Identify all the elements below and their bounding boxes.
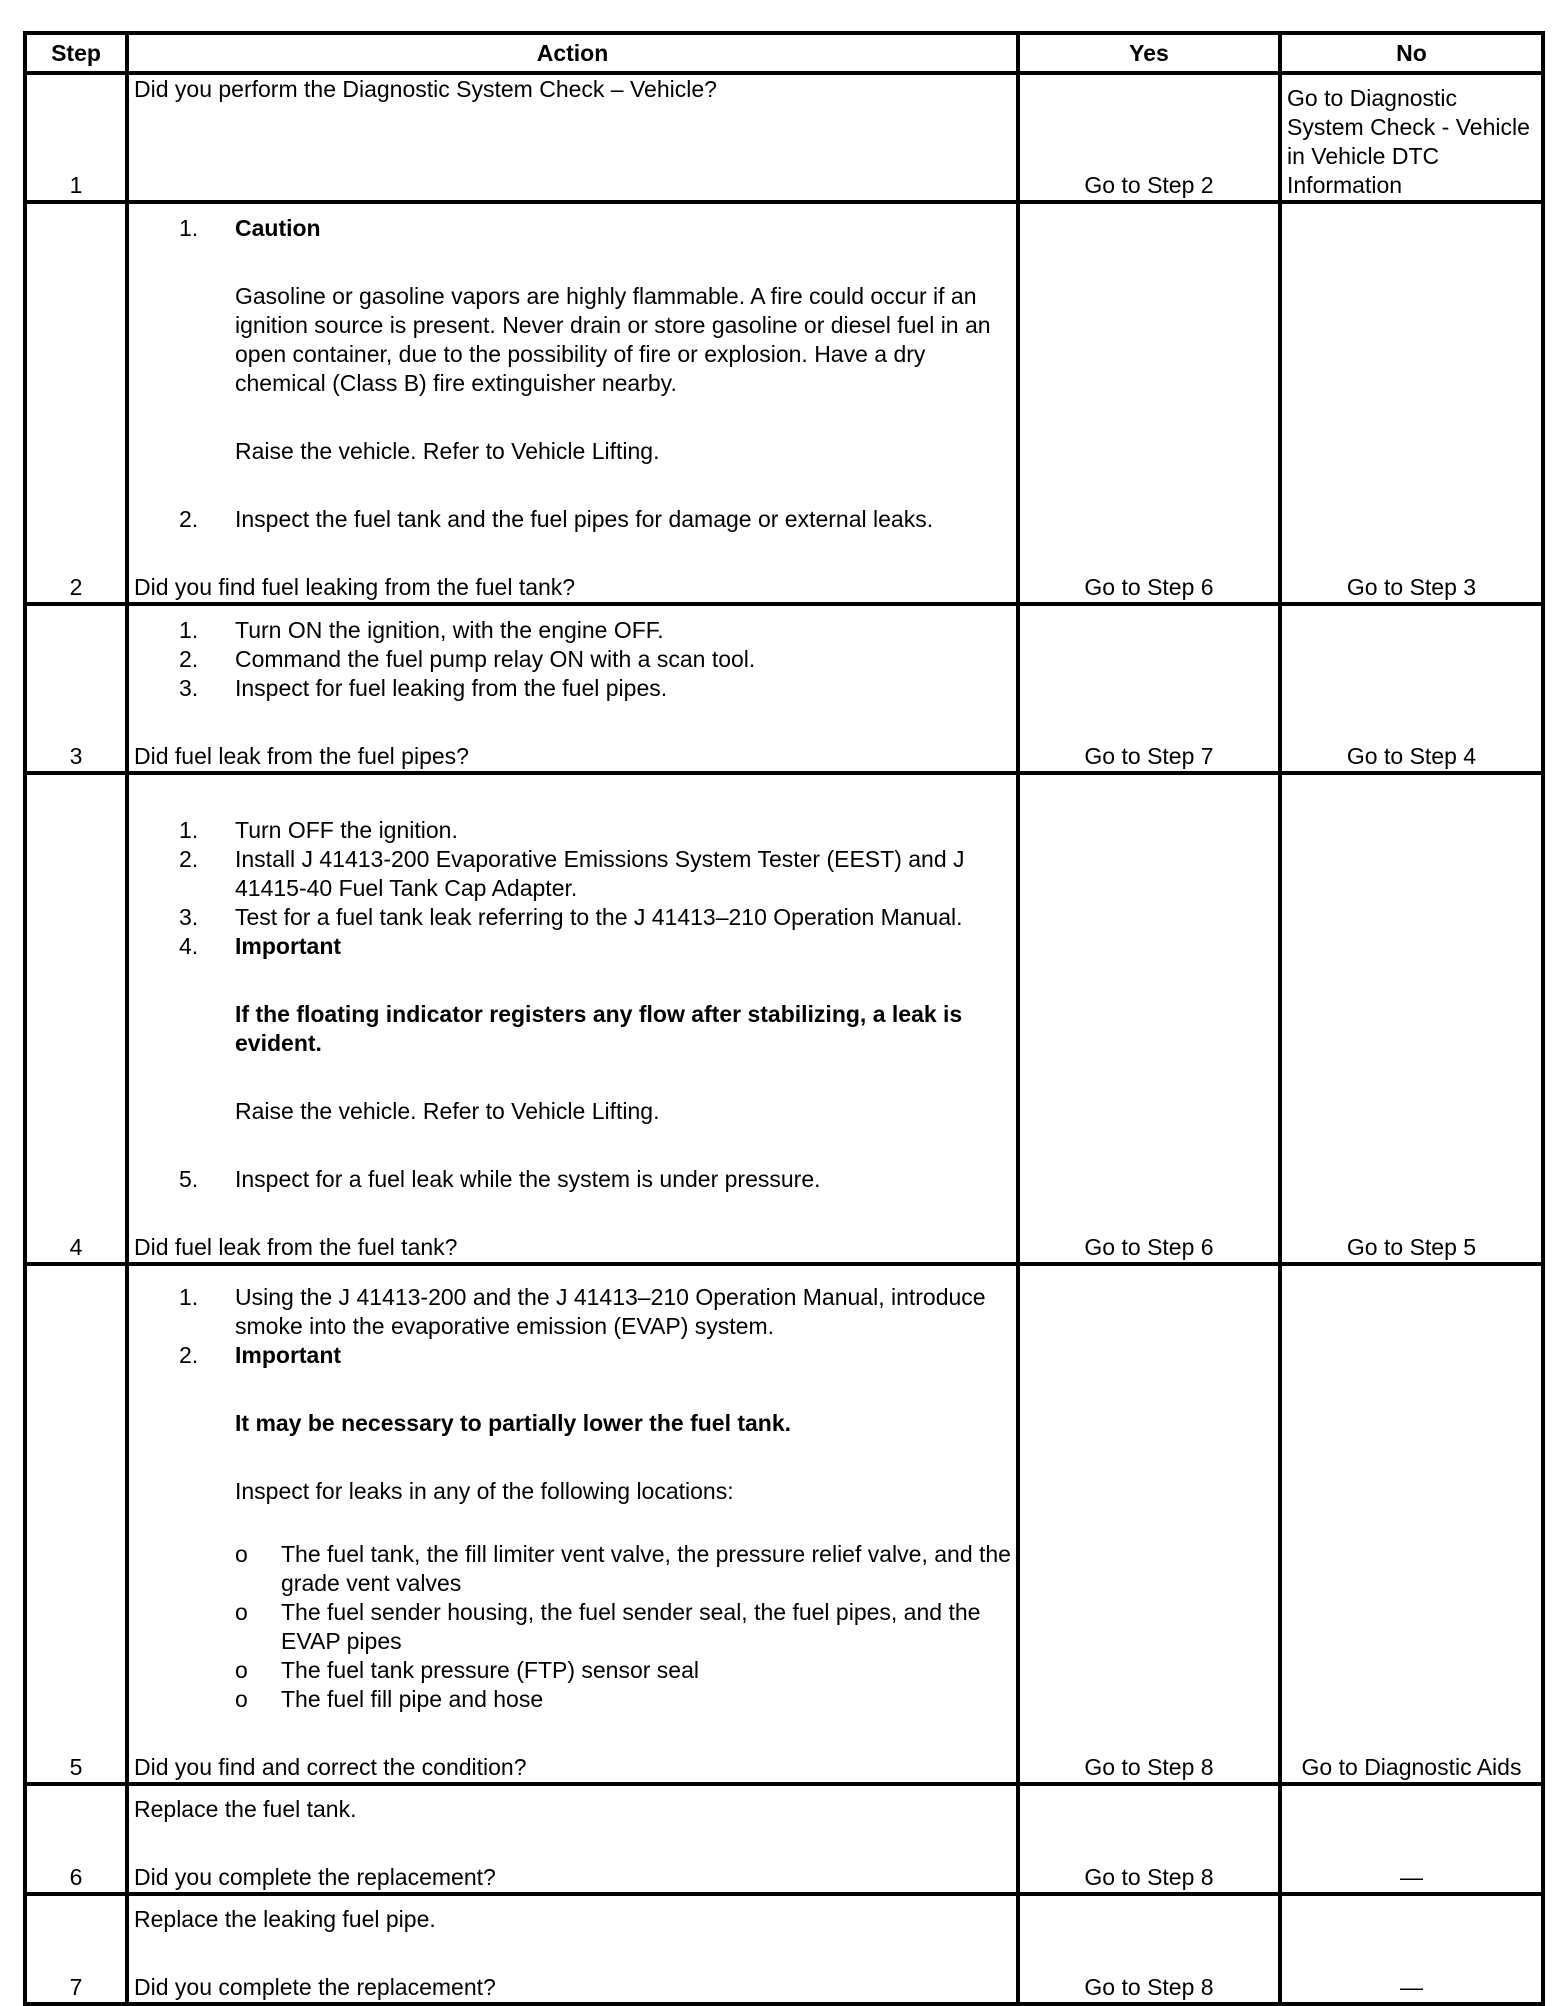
list-item (235, 1598, 1011, 1656)
list-item (179, 1341, 1011, 1506)
yes-action: Go to Step 8 (1018, 1784, 1280, 1894)
list-item (235, 1685, 1011, 1714)
list-item (179, 932, 1011, 1126)
question-text: Did fuel leak from the fuel tank? (134, 1234, 458, 1260)
lead-text: Replace the leaking fuel pipe. (134, 1906, 436, 1932)
important-heading: Important (235, 1342, 342, 1368)
list-item (179, 845, 1011, 903)
action-cell (127, 1894, 1018, 2004)
no-action: Go to Step 4 (1280, 604, 1543, 773)
yes-action: Go to Step 8 (1018, 1264, 1280, 1784)
action-cell (127, 1784, 1018, 1894)
item-text: Turn OFF the ignition. (235, 817, 458, 843)
table-row (25, 73, 1543, 202)
bullet-marker: o (235, 1657, 248, 1683)
step-number: 5 (25, 1264, 127, 1784)
table-row (25, 773, 1543, 1264)
table-row (25, 202, 1543, 604)
item-number: 2. (179, 646, 199, 672)
no-action: — (1280, 1784, 1543, 1894)
question-text: Did you complete the replacement? (134, 1974, 496, 2000)
important-heading: Important (235, 933, 342, 959)
question-text: Did you perform the Diagnostic System Check – Vehicle? (134, 76, 717, 102)
diagnostic-table (23, 31, 1545, 2006)
header-yes: Yes (1018, 33, 1280, 73)
item-number: 3. (179, 675, 199, 701)
no-action: Go to Diagnostic System Check - Vehicle in Vehicle DTC Information (1280, 73, 1543, 202)
list-item (179, 1283, 1011, 1341)
action-cell (127, 73, 1018, 202)
item-number: 4. (179, 933, 199, 959)
yes-action: Go to Step 2 (1018, 73, 1280, 202)
header-row (25, 33, 1543, 73)
bullet-text: The fuel sender housing, the fuel sender seal, the fuel pipes, and the EVAP pipes (281, 1599, 981, 1654)
header-step: Step (25, 33, 127, 73)
item-text: Using the J 41413-200 and the J 41413–210 Operation Manual, introduce smoke into the evaporative emission (EVAP) system. (235, 1284, 986, 1339)
item-text: Install J 41413-200 Evaporative Emissions System Tester (EEST) and J 41415-40 Fuel Tank Cap Adapter. (235, 846, 965, 901)
step-number: 7 (25, 1894, 127, 2004)
question-text: Did you find fuel leaking from the fuel tank? (134, 574, 576, 600)
item-number: 1. (179, 1284, 199, 1310)
action-cell (127, 202, 1018, 604)
list-item (179, 214, 1011, 466)
step-number: 2 (25, 202, 127, 604)
bullet-text: The fuel tank pressure (FTP) sensor seal (281, 1657, 699, 1683)
item-number: 1. (179, 617, 199, 643)
item-text: Test for a fuel tank leak referring to the J 41413–210 Operation Manual. (235, 904, 963, 930)
list-item (235, 1656, 1011, 1685)
action-cell (127, 1264, 1018, 1784)
list-item (179, 505, 1011, 534)
no-action: Go to Diagnostic Aids (1280, 1264, 1543, 1784)
step-number: 6 (25, 1784, 127, 1894)
step-number: 1 (25, 73, 127, 202)
item-number: 1. (179, 215, 199, 241)
item-number: 1. (179, 817, 199, 843)
no-action: — (1280, 1894, 1543, 2004)
list-item (179, 903, 1011, 932)
bullet-text: The fuel fill pipe and hose (281, 1686, 544, 1712)
list-item (179, 645, 1011, 674)
yes-action: Go to Step 6 (1018, 773, 1280, 1264)
bullet-marker: o (235, 1541, 248, 1567)
bullet-text: The fuel tank, the fill limiter vent valve, the pressure relief valve, and the grade vent valves (281, 1541, 1011, 1596)
list-item (179, 674, 1011, 703)
list-item (179, 1165, 1011, 1194)
lead-text: Replace the fuel tank. (134, 1796, 357, 1822)
item-text: Turn ON the ignition, with the engine OFF. (235, 617, 664, 643)
table-row (25, 1264, 1543, 1784)
item-number: 5. (179, 1166, 199, 1192)
table-row (25, 604, 1543, 773)
item-text: Inspect the fuel tank and the fuel pipes for damage or external leaks. (235, 506, 934, 532)
table-row (25, 1784, 1543, 1894)
no-action: Go to Step 3 (1280, 202, 1543, 604)
no-action: Go to Step 5 (1280, 773, 1543, 1264)
caution-text: Gasoline or gasoline vapors are highly flammable. A fire could occur if an ignition source is present. Never drain or store gasoline or diesel fuel in an open container, due to the possibility of fire or explosion. Have a dry chemical (Class B) fire extinguisher nearby. (235, 283, 991, 396)
list-item (235, 1540, 1011, 1598)
important-note: If the floating indicator registers any flow after stabilizing, a leak is evident. (235, 1001, 963, 1056)
item-text: Inspect for leaks in any of the following locations: (235, 1478, 734, 1504)
action-cell (127, 604, 1018, 773)
action-cell (127, 773, 1018, 1264)
item-text: Raise the vehicle. Refer to Vehicle Lifting. (235, 438, 660, 464)
item-text: Inspect for a fuel leak while the system is under pressure. (235, 1166, 821, 1192)
yes-action: Go to Step 7 (1018, 604, 1280, 773)
caution-heading: Caution (235, 215, 321, 241)
question-text: Did you find and correct the condition? (134, 1754, 527, 1780)
step-number: 4 (25, 773, 127, 1264)
item-number: 2. (179, 1342, 199, 1368)
location-list (179, 1540, 1011, 1714)
header-action: Action (127, 33, 1018, 73)
important-note: It may be necessary to partially lower the fuel tank. (235, 1410, 792, 1436)
list-item (179, 816, 1011, 845)
bullet-marker: o (235, 1599, 248, 1625)
list-item (179, 616, 1011, 645)
yes-action: Go to Step 6 (1018, 202, 1280, 604)
item-number: 2. (179, 846, 199, 872)
header-no: No (1280, 33, 1543, 73)
yes-action: Go to Step 8 (1018, 1894, 1280, 2004)
item-number: 3. (179, 904, 199, 930)
step-number: 3 (25, 604, 127, 773)
item-number: 2. (179, 506, 199, 532)
question-text: Did you complete the replacement? (134, 1864, 496, 1890)
item-text: Raise the vehicle. Refer to Vehicle Lifting. (235, 1098, 660, 1124)
item-text: Inspect for fuel leaking from the fuel pipes. (235, 675, 668, 701)
bullet-marker: o (235, 1686, 248, 1712)
item-text: Command the fuel pump relay ON with a scan tool. (235, 646, 756, 672)
question-text: Did fuel leak from the fuel pipes? (134, 743, 469, 769)
table-row (25, 1894, 1543, 2004)
